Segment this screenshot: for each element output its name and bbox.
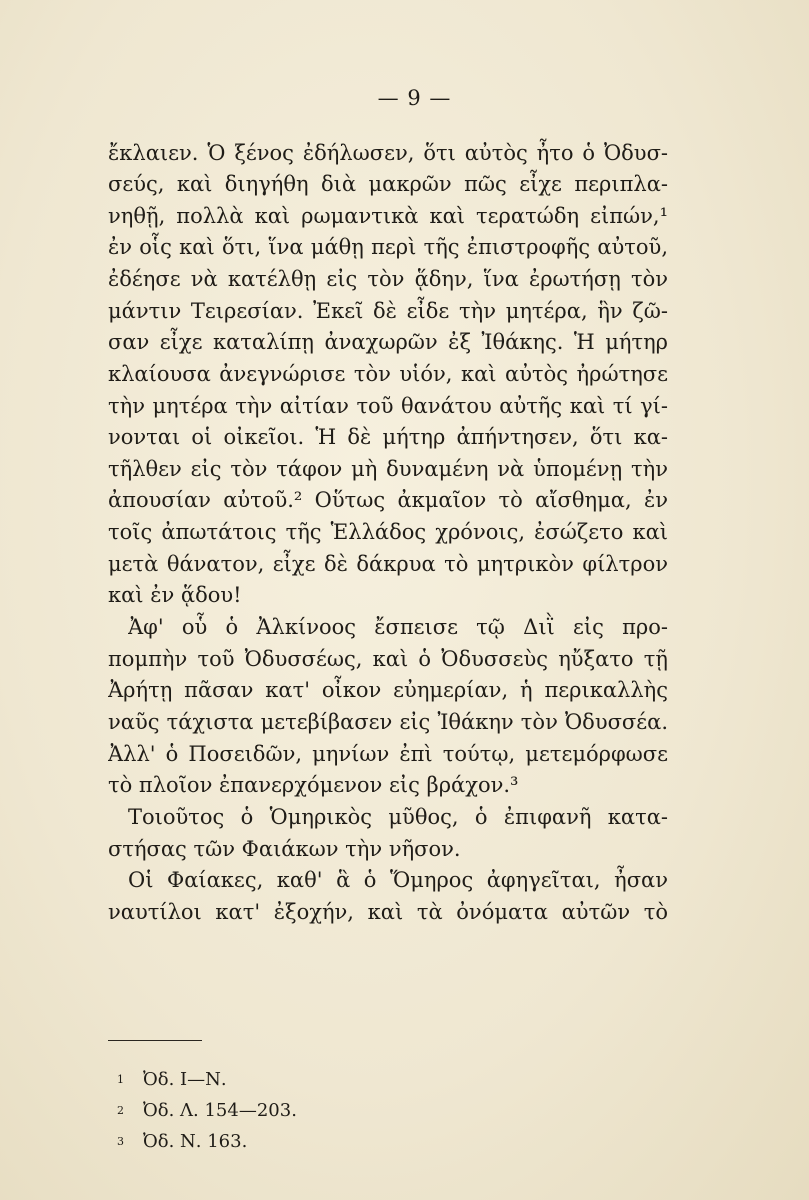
text-line: στήσας τῶν Φαιάκων τὴν νῆσον. <box>108 837 461 861</box>
text-line: μετὰ θάνατον, εἶχε δὲ δάκρυα τὸ μητρικὸν φίλτρον <box>108 552 668 576</box>
text-line: πομπὴν τοῦ Ὀδυσσέως, καὶ ὁ Ὀδυσσεὺς ηὔξατο τῇ <box>108 647 668 671</box>
text-line: τοῖς ἀπωτάτοις τῆς Ἑλλάδος χρόνοις, ἐσώζετο καὶ <box>108 520 668 544</box>
footnote-mark: 1 <box>117 1073 124 1086</box>
footnote-mark: 2 <box>117 1104 124 1117</box>
text-line: ἔκλαιεν. Ὁ ξένος ἐδήλωσεν, ὅτι αὐτὸς ἦτο ὁ Ὀδυσ- <box>108 141 668 165</box>
text-line: ἐν οἷς καὶ ὅτι, ἵνα μάθῃ περὶ τῆς ἐπιστροφῆς αὐτοῦ, <box>108 235 668 259</box>
footnote-mark: 3 <box>117 1135 124 1148</box>
page-number: — 9 — <box>377 86 452 110</box>
text-line: σαν εἶχε καταλίπῃ ἀναχωρῶν ἐξ Ἰθάκης. Ἡ μήτηρ <box>108 330 668 354</box>
footnote <box>117 1130 248 1157</box>
footnote-text: Ὀδ. Ι—Ν. <box>143 1069 227 1090</box>
footnote <box>117 1068 227 1095</box>
footnote <box>117 1099 297 1126</box>
text-line: Οἱ Φαίακες, καθ' ἃ ὁ Ὅμηρος ἀφηγεῖται, ἦσαν <box>128 868 668 892</box>
text-line: μάντιν Τειρεσίαν. Ἐκεῖ δὲ εἶδε τὴν μητέρα, ἣν ζῶ- <box>108 299 668 323</box>
text-line: Ἀλλ' ὁ Ποσειδῶν, μηνίων ἐπὶ τούτῳ, μετεμόρφωσε <box>108 742 668 766</box>
text-line: τῆλθεν εἰς τὸν τάφον μὴ δυναμένη νὰ ὑπομένῃ τὴν <box>108 457 668 481</box>
text-line: Ἀρήτῃ πᾶσαν κατ' οἶκον εὐημερίαν, ἡ περικαλλὴς <box>108 678 668 702</box>
text-line: Ἀφ' οὗ ὁ Ἀλκίνοος ἔσπεισε τῷ Διῒ εἰς προ- <box>128 615 668 639</box>
text-line: σεύς, καὶ διηγήθη διὰ μακρῶν πῶς εἶχε περιπλα- <box>108 172 668 196</box>
text-line: Τοιοῦτος ὁ Ὁμηρικὸς μῦθος, ὁ ἐπιφανῆ κατα- <box>128 805 668 829</box>
text-line: νονται οἱ οἰκεῖοι. Ἡ δὲ μήτηρ ἀπήντησεν, ὅτι κα- <box>108 425 668 449</box>
text-line: νηθῇ, πολλὰ καὶ ρωμαντικὰ καὶ τερατώδη εἰπών,¹ <box>108 204 668 228</box>
text-line: ναῦς τάχιστα μετεβίβασεν εἰς Ἰθάκην τὸν Ὀδυσσέα. <box>108 710 668 734</box>
text-line: κλαίουσα ἀνεγνώρισε τὸν υἱόν, καὶ αὐτὸς ἠρώτησε <box>108 362 668 386</box>
text-line: τὸ πλοῖον ἐπανερχόμενον εἰς βράχον.³ <box>108 773 519 797</box>
text-line: ἐδέησε νὰ κατέλθῃ εἰς τὸν ᾅδην, ἵνα ἐρωτήσῃ τὸν <box>108 267 668 291</box>
footnote-text: Ὀδ. Λ. 154—203. <box>143 1100 297 1121</box>
footnote-text: Ὀδ. Ν. 163. <box>143 1131 248 1152</box>
text-line: ἀπουσίαν αὐτοῦ.² Οὕτως ἀκμαῖον τὸ αἴσθημα, ἐν <box>108 488 668 512</box>
text-line: καὶ ἐν ᾅδου! <box>108 583 242 607</box>
footnote-rule <box>108 1040 202 1041</box>
text-line: τὴν μητέρα τὴν αἰτίαν τοῦ θανάτου αὐτῆς καὶ τί γί- <box>108 394 668 418</box>
text-line: ναυτίλοι κατ' ἐξοχήν, καὶ τὰ ὀνόματα αὐτῶν τὸ <box>108 900 668 924</box>
